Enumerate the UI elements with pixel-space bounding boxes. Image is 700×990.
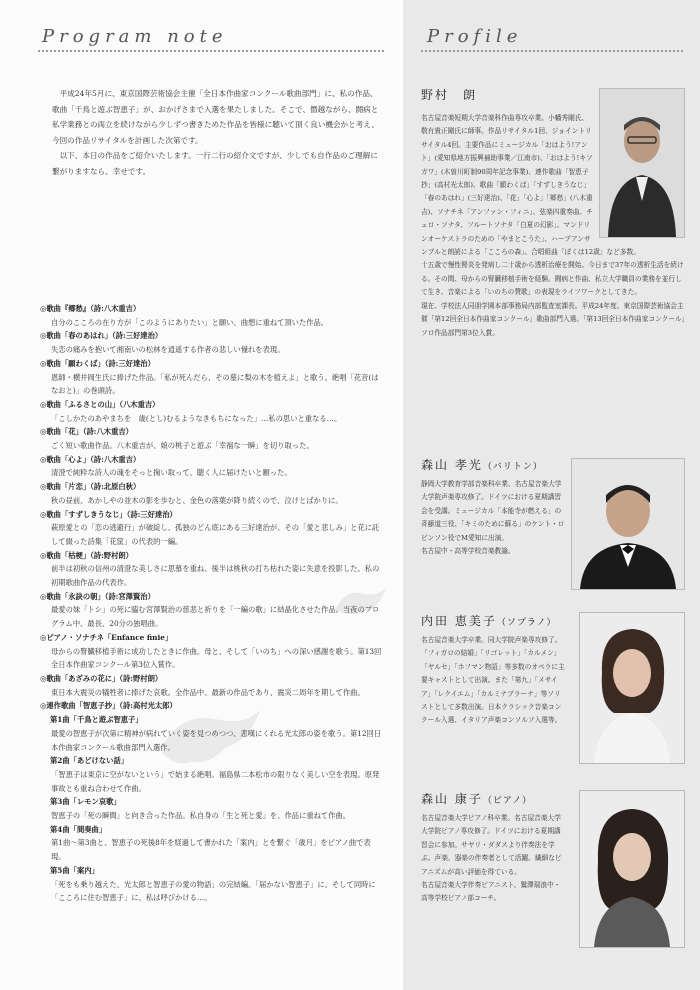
person-bio: 静岡大学教育学部音楽科卒業、名古屋音楽大学大学院声楽専攻修了。ドイツにおける夏期講習会を受講。ミュージカル「本能寺が燃える」の斉藤道三役、「キミのために蘇る」のケント・ロビンソン役でM愛知に出演。 名古屋中・高等学校音楽教諭。	[421, 480, 565, 556]
song-description: 恩師・横井岡生氏に捧げた作品。「私が死んだら、その墓に梨の木を植えよ」と歌う。絶唱「花音(はなおと)」の巻頭詩。	[51, 372, 379, 396]
song-title: ◎歌曲『郷愁』（詩:八木重吉）	[40, 304, 141, 313]
song-item	[40, 425, 385, 452]
song-title: 第2曲「あどけない話」	[50, 756, 129, 766]
song-description: 最愛の妹「トシ」の死に臨む宮澤賢治の慈悲と祈りを「一編の歌」に結晶化させた作品。当夜のプログラム中、最長、20分の独唱曲。	[51, 605, 380, 629]
song-description: 東日本大震災の犠牲者に捧げた哀歌。全作品中、最新の作品であり、震災二周年を期して作曲。	[51, 687, 365, 697]
song-title: ◎歌曲「あざみの花に」（詩:野村朗）	[40, 673, 163, 683]
song-item	[40, 480, 385, 507]
person-bio: 名古屋音楽大学ピアノ科卒業。名古屋音楽大学大学院ピアノ専攻修了。ドイツにおける夏期講習会に参加。サヤリ・ダダスより伴奏法を学ぶ。声楽、器楽の伴奏者として活躍。繊細なピアニズムが高い評価を得ている。 名古屋音楽大学伴奏ピアニスト、鷲澤瑞浪中・高等学校ピアノ部コーチ。	[421, 814, 562, 903]
person-name: 野村 朗	[421, 88, 478, 102]
song-description: 最愛の智恵子が次第に精神が病れていく姿を見つめつつ、悲嘆にくれる光太郎の姿を歌う。第12回日本作曲家コンクール歌曲部門入選作。	[51, 728, 382, 752]
program-note-divider	[38, 50, 384, 52]
person-portrait-icon	[580, 791, 684, 947]
song-description: ごく短い歌曲作品。八木重吉が、娘の桃子と遊ぶ「幸福な一瞬」を切り取った。	[51, 441, 314, 451]
song-list	[40, 302, 385, 905]
profile-bio	[421, 812, 566, 906]
song-description: 萩原愛との「恋の逃避行」が破綻し、孤独のどん底にある三好達治が、その「愛と悲しみ」と花に託して綴った詩集「花筐」の代表的一編。	[51, 523, 380, 546]
song-title: ◎歌曲「心よ」（詩:八木重吉）	[40, 454, 141, 464]
song-item	[40, 713, 385, 754]
song-item	[40, 631, 385, 672]
song-title: ◎歌曲「すずしきうなじ」（詩:三好達治）	[40, 509, 177, 519]
portrait-photo-moriyama-takamitsu	[571, 458, 685, 590]
profile-bio	[421, 478, 566, 558]
intro-paragraph: 平成24年5月に、東京国際芸術協会主催「全日本作曲家コンクール歌曲部門」に、私の作品、歌曲「千鳥と遊ぶ智恵子」が、おかげさまで入選を果たしました。そこで、僭越ながら、闘病と私学業務との両立を続けながら少しずつ書きためた作品を皆様に聴いて頂く良い機会かと考え、今回の作品リサイタルを計画した次第です。	[52, 89, 379, 145]
song-description: 「智恵子は東京に空がないという」で始まる絶唱。福島県二本松市の限りなく美しい空を表現。原発事故とも重ね合わせて作曲。	[51, 769, 380, 793]
song-item	[40, 754, 385, 795]
song-title: ◎歌曲「片恋」（詩:北原白秋）	[40, 482, 141, 492]
song-item	[40, 453, 385, 480]
portrait-photo-uchida	[579, 612, 685, 764]
person-name: 森山 康子（ピアノ）	[421, 792, 533, 806]
song-item	[40, 823, 385, 864]
song-description: 秋の昼前、あかしやの並木の影を歩むと、金色の落葉が降り続くので、泣けとばかりに。	[51, 495, 343, 505]
song-item	[40, 302, 385, 329]
person-portrait-icon	[580, 613, 684, 763]
song-item	[40, 508, 385, 549]
song-title: 第5曲「案内」	[50, 865, 99, 875]
song-description: 失恋の痛みを抱いて湘南いの松林を逍遥する作者の悲しい憧れを表現。	[51, 345, 285, 355]
song-title: ◎歌曲「春のあはれ」（詩:三好達治）	[40, 331, 163, 341]
person-portrait-icon	[572, 459, 684, 589]
profile-title: Profile	[427, 26, 523, 47]
song-title: ◎歌曲「ふるさとの山」（八木重吉）	[40, 399, 160, 409]
song-title: ◎ピアノ・ソナチネ「Enfance finie」	[40, 632, 173, 642]
portrait-photo-nomura	[599, 88, 685, 238]
song-item	[40, 357, 385, 398]
song-item	[40, 699, 385, 713]
song-title: ◎歌曲「永訣の朝」（詩:宮澤賢治）	[40, 591, 155, 601]
song-item	[40, 398, 385, 425]
song-item	[40, 329, 385, 356]
song-title: 第4曲「間奏曲」	[50, 824, 107, 834]
song-item	[40, 672, 385, 699]
song-title: ◎歌曲「枯梗」（詩:野村朗）	[40, 550, 133, 560]
song-item	[40, 549, 385, 590]
song-description: 母からの腎臓移植手術に成功したときに作曲。母と、そして「いのち」への深い感謝を歌う。第13回全日本作曲家コンクール第3位入賞作。	[51, 646, 382, 670]
profile-panel	[403, 0, 700, 990]
profile-divider	[421, 50, 683, 52]
song-title: ◎歌曲「願わくば」（詩:三好達治）	[40, 358, 155, 368]
profile-bio	[421, 634, 566, 728]
intro-paragraph: 以下、本日の作品をご紹介いたします。一行二行の紹介文ですが、少しでも自作品のご理解に繋がりますなら、幸せです。	[52, 151, 378, 176]
song-description: 智恵子の「死の瞬間」と向き合った作品。私自身の「生と死と愛」を、作品に重ねて作曲。	[51, 811, 350, 821]
person-name: 森山 孝光（バリトン）	[421, 458, 543, 472]
song-title: 第3曲「レモン哀歌」	[50, 797, 121, 807]
person-portrait-icon	[600, 89, 684, 237]
program-intro	[52, 86, 382, 179]
song-description: 「こしかたのあやまちを 歳(とし)むるようなきもちになった」…私の思いと重なる…。	[51, 413, 342, 423]
song-description: 清澄で純粋な詩人の魂をそっと掬い取って、聴く人に届けたいと願った。	[51, 468, 292, 478]
song-description: 「死をも乗り越えた、光太郎と智恵子の愛の物語」の完結編。「届かない智恵子」に、そして同時に「こころに住む智恵子」に、私は呼びかける…。	[51, 879, 376, 903]
person-bio: 名古屋音楽短期大学音楽科作曲専攻卒業。小幡秀剛氏、敬有貴正剛氏に師事。作品リサイタル1回、ジョイントリサイタル4回。主要作品にミュージカル「おはよう!アント」(愛知県地方振興補助事業／江南市)、「おはよう!キソガワ」(木曽川町制90周年記念事業)、連作歌曲「智恵子抄」(高村光太郎)、歌曲「願わくば」「すずしきうなじ」「春のあはれ」(三好達治)、「花」「心よ」「郷愁」(八木重吉)、ソナチネ「アンファン・フィニ」、弦楽四重奏曲、チェロ・ソナタ、フルートソナタ「白夏の幻影」、マンドリンオーケストラのための「やまとこうた」、ハープアンサンブルと朗読による「こころの森」、合唱組曲「ぼくは12歳」など多数。 十五歳で慢性腎炎を発病し二十歳から透析治療を開始。今日まで37年の透析生活を続ける。その間、母からの腎臓移植手術を経験。闘病と作曲、私立大学職員の業務を並行して生き、音楽による「いのちの賛歌」の表現をライフワークとしてきた。 現在、学校法人同朋学園本部事務局内部監査室課長。平成24年度、東京国際芸術協会主催「第12回全日本作曲家コンクール」歌曲部門入選。「第13回全日本作曲家コンクール」ソロ作品部門第3位入賞。	[421, 114, 685, 337]
song-title: 第1曲「千鳥と遊ぶ智恵子」	[50, 715, 143, 725]
person-name: 内田 恵美子（ソプラノ）	[421, 614, 557, 628]
song-title: ◎連作歌曲「智恵子抄」（詩:高村光太郎）	[40, 701, 177, 711]
song-title: ◎歌曲「花」（詩:八木重吉）	[40, 427, 133, 437]
song-item	[40, 590, 385, 631]
program-note-title: Program note	[42, 26, 228, 47]
song-item	[40, 795, 385, 822]
song-description: 自分のこころの在り方が「このようにありたい」と願い、曲想に重ねて頂いた作品。	[51, 317, 329, 327]
song-item	[40, 864, 385, 905]
portrait-photo-moriyama-yasuko	[579, 790, 685, 948]
song-description: 前半は初秋の信州の清澄な美しさに思慕を重ね、後半は桃秋の打ち枯れた姿に失意を投影した。私の初期歌曲作品の代表作。	[51, 564, 380, 588]
song-description: 第1曲〜第3曲と、智恵子の死後8年を経過して書かれた「案内」とを繋ぐ「歳月」をピアノ曲で表現。	[51, 838, 371, 862]
person-bio: 名古屋音楽大学卒業。同大学院声楽専攻修了。「フィガロの結婚」「リゴレット」「カルメン」「ヤルセ」「ホフマン物語」等多数のオペラに主要キャストとして出演。また「第九」「メサイア」「レクイエム」「カルミナブラーナ」等ソリストとして多数出演。日本クラシック音楽コンクール入選、イタリア声楽コンソルソ入選等。	[421, 636, 565, 725]
